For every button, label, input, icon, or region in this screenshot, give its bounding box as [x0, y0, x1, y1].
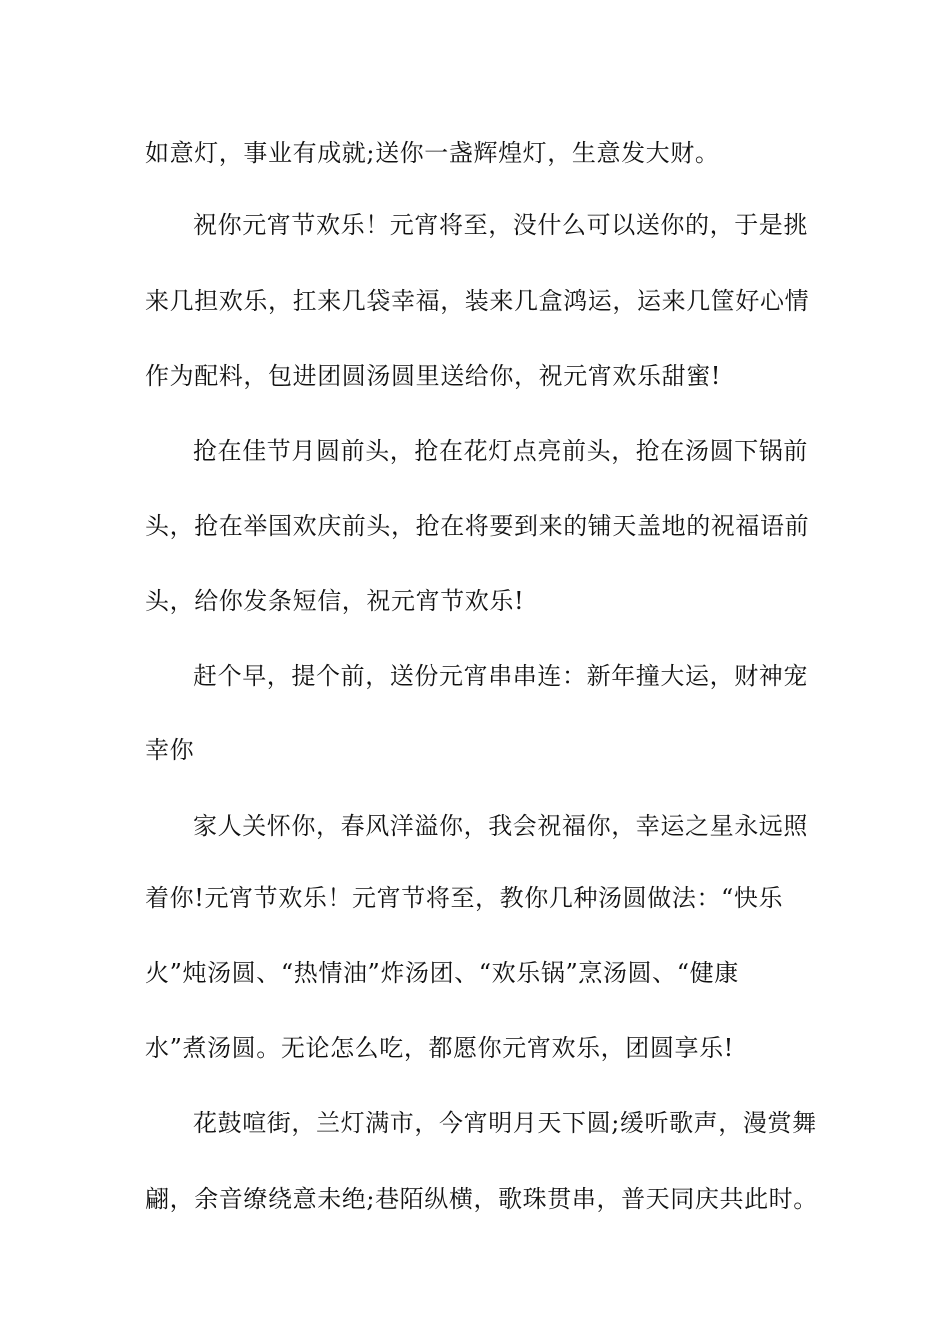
text-line: 着你!元宵节欢乐！元宵节将至，教你几种汤圆做法：“快乐: [145, 884, 784, 912]
paragraph-first-line: 赶个早，提个前，送份元宵串串连：新年撞大运，财神宠: [193, 662, 808, 690]
paragraph-first-line: 抢在佳节月圆前头，抢在花灯点亮前头，抢在汤圆下锅前: [193, 437, 808, 465]
paragraph-first-line: 花鼓喧街，兰灯满市，今宵明月天下圆;缓听歌声，漫赏舞: [193, 1109, 817, 1137]
text-line: 水”煮汤圆。无论怎么吃，都愿你元宵欢乐，团圆享乐!: [145, 1034, 734, 1062]
paragraph-first-line: 祝你元宵节欢乐！元宵将至，没什么可以送你的，于是挑: [193, 211, 808, 239]
text-line: 翩，余音缭绕意未绝;巷陌纵横，歌珠贯串，普天同庆共此时。: [145, 1185, 818, 1213]
text-line: 头，给你发条短信，祝元宵节欢乐!: [145, 587, 525, 615]
text-line: 幸你: [145, 736, 195, 764]
text-line: 头，抢在举国欢庆前头，抢在将要到来的铺天盖地的祝福语前: [145, 512, 810, 540]
text-line: 火”炖汤圆、“热情油”炸汤团、“欢乐锅”烹汤圆、“健康: [145, 959, 739, 987]
text-line: 作为配料，包进团圆汤圆里送给你，祝元宵欢乐甜蜜!: [145, 362, 722, 390]
paragraph-first-line: 家人关怀你，春风洋溢你，我会祝福你，幸运之星永远照: [193, 812, 808, 840]
text-line: 如意灯，事业有成就;送你一盏辉煌灯，生意发大财。: [145, 139, 720, 167]
text-line: 来几担欢乐，扛来几袋幸福，装来几盒鸿运，运来几筐好心情: [145, 287, 810, 315]
